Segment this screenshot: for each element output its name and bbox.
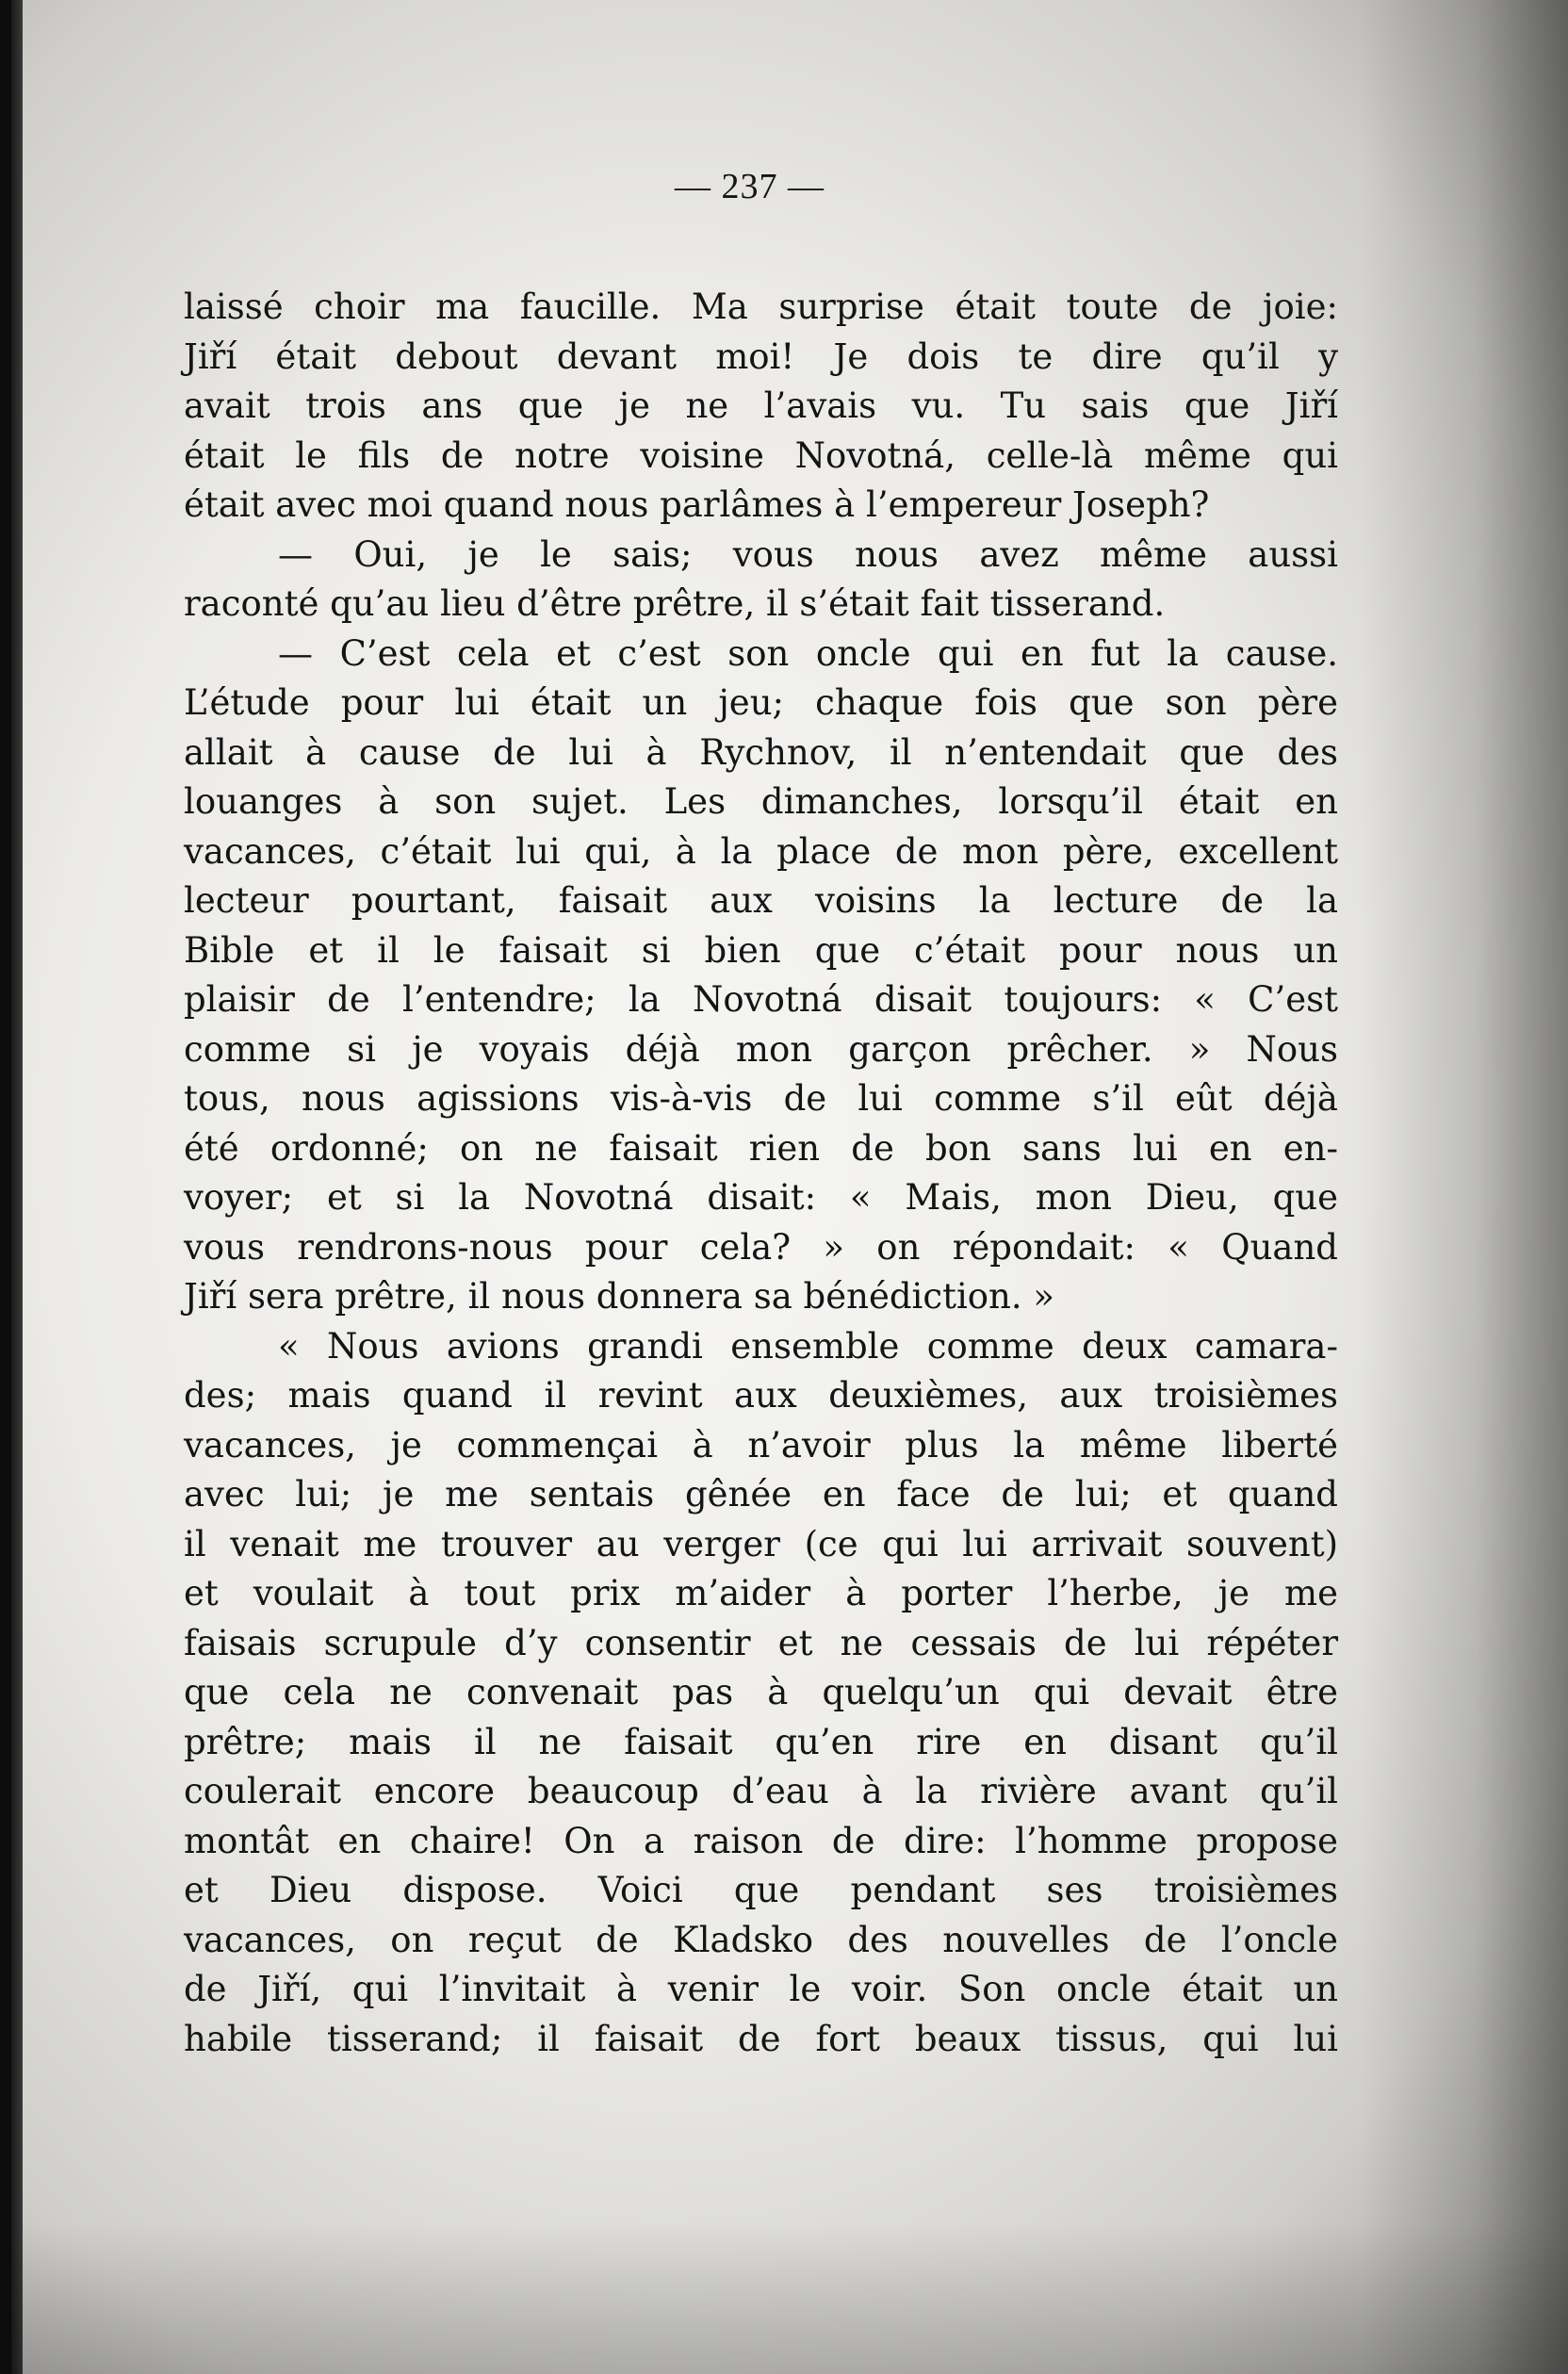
binding-edge <box>11 0 23 2374</box>
text-line: — Oui, je le sais; vous nous avez même aussi <box>278 533 1338 575</box>
page-shadow-bottom <box>11 2223 1568 2374</box>
text-line: des; mais quand il revint aux deuxièmes, aux troisièmes <box>184 1375 1338 1416</box>
text-line: faisais scrupule d’y consentir et ne cessais de lui répéter <box>184 1622 1338 1663</box>
page-number: — 237 — <box>675 167 825 206</box>
text-line: allait à cause de lui à Rychnov, il n’entendait que des <box>184 731 1338 773</box>
text-line: « Nous avions grandi ensemble comme deux camara- <box>278 1325 1338 1367</box>
text-line: vous rendrons-nous pour cela? » on répondait: « Quand <box>184 1226 1338 1268</box>
text-line: — C’est cela et c’est son oncle qui en fut la cause. <box>278 632 1338 674</box>
text-line: avec lui; je me sentais gênée en face de lui; et quand <box>184 1474 1338 1514</box>
text-line: Jiří sera prêtre, il nous donnera sa bénédiction. » <box>184 1276 1055 1317</box>
text-line: il venait me trouver au verger (ce qui lui arrivait souvent) <box>184 1523 1338 1564</box>
book-page <box>11 0 1568 2374</box>
text-line: été ordonné; on ne faisait rien de bon sans lui en en- <box>184 1127 1338 1169</box>
text-line: lecteur pourtant, faisait aux voisins la lecture de la <box>184 880 1338 921</box>
text-line: raconté qu’au lieu d’être prêtre, il s’était fait tisserand. <box>184 583 1166 624</box>
text-line: avait trois ans que je ne l’avais vu. Tu sais que Jiří <box>184 385 1338 426</box>
body-text <box>184 283 1338 2064</box>
text-line: voyer; et si la Novotná disait: « Mais, mon Dieu, que <box>184 1177 1338 1218</box>
text-line: plaisir de l’entendre; la Novotná disait toujours: « C’est <box>184 979 1338 1020</box>
text-line: vacances, on reçut de Kladsko des nouvelles de l’oncle <box>184 1919 1338 1960</box>
text-line: tous, nous agissions vis-à-vis de lui comme s’il eût déjà <box>184 1078 1338 1119</box>
text-line: coulerait encore beaucoup d’eau à la rivière avant qu’il <box>184 1771 1338 1811</box>
text-line: Bible et il le faisait si bien que c’était pour nous un <box>184 929 1338 971</box>
text-line: était le fils de notre voisine Novotná, celle-là même qui <box>184 434 1338 476</box>
text-line: vacances, je commençai à n’avoir plus la même liberté <box>184 1424 1338 1465</box>
text-line: laissé choir ma faucille. Ma surprise était toute de joie: <box>184 287 1338 327</box>
page-shadow-right <box>1361 0 1568 2374</box>
text-line: que cela ne convenait pas à quelqu’un qui devait être <box>184 1672 1338 1712</box>
text-line: était avec moi quand nous parlâmes à l’empereur Joseph? <box>184 484 1210 525</box>
text-line: vacances, c’était lui qui, à la place de mon père, excellent <box>184 830 1338 872</box>
text-line: de Jiří, qui l’invitait à venir le voir. Son oncle était un <box>184 1969 1338 2009</box>
text-line: L’étude pour lui était un jeu; chaque fois que son père <box>184 682 1338 723</box>
text-line: prêtre; mais il ne faisait qu’en rire en disant qu’il <box>184 1721 1338 1762</box>
text-line: et voulait à tout prix m’aider à porter l’herbe, je me <box>184 1573 1338 1613</box>
text-line: et Dieu dispose. Voici que pendant ses troisièmes <box>184 1870 1338 1910</box>
text-line: montât en chaire! On a raison de dire: l’homme propose <box>184 1820 1338 1861</box>
text-line: comme si je voyais déjà mon garçon prêcher. » Nous <box>184 1028 1338 1070</box>
text-line: habile tisserand; il faisait de fort beaux tissus, qui lui <box>184 2018 1338 2059</box>
text-line: Jiří était debout devant moi! Je dois te dire qu’il y <box>184 336 1338 377</box>
text-line: louanges à son sujet. Les dimanches, lorsqu’il était en <box>184 781 1338 822</box>
